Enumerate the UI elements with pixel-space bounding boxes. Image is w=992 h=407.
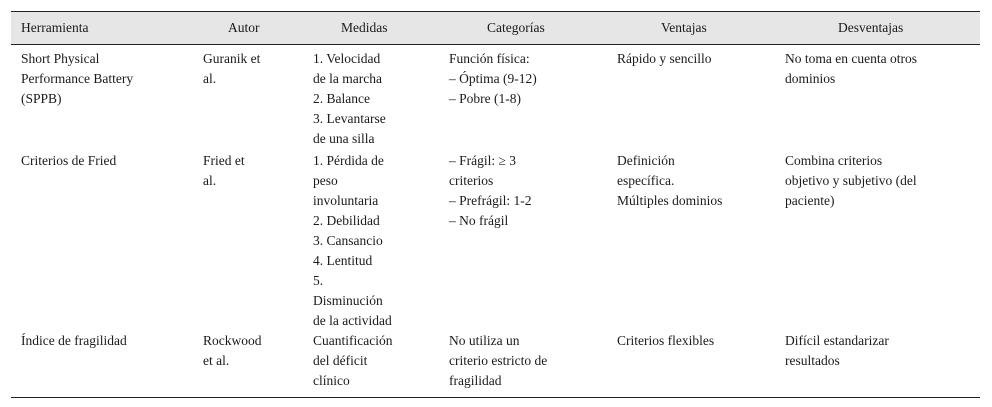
cell-line: peso (313, 173, 338, 188)
cell-line: criterios (449, 173, 494, 188)
cell-line: – Óptima (9-12) (449, 71, 537, 86)
table-row (11, 45, 980, 147)
cell-herramienta (21, 331, 201, 351)
cell-line: Guranik et (203, 51, 261, 66)
cell-line: específica. (617, 173, 675, 188)
header-ventajas: Ventajas (661, 20, 707, 35)
cell-line: involuntaria (313, 193, 379, 208)
comparison-table (11, 11, 980, 398)
cell-ventajas (617, 49, 777, 69)
table-row (11, 329, 980, 397)
cell-line: 3. Cansancio (313, 233, 383, 248)
cell-line: No toma en cuenta otros (785, 51, 917, 66)
cell-line: Rápido y sencillo (617, 51, 712, 66)
cell-categorias (449, 331, 609, 391)
cell-line: 3. Levantarse (313, 111, 386, 126)
cell-line: Difícil estandarizar (785, 333, 889, 348)
cell-line: – No frágil (449, 213, 509, 228)
cell-line: (SPPB) (21, 91, 62, 106)
cell-line: fragilidad (449, 373, 502, 388)
cell-desventajas (785, 151, 975, 211)
cell-line: Short Physical (21, 51, 100, 66)
cell-line: Performance Battery (21, 71, 134, 86)
cell-line: 1. Velocidad (313, 51, 381, 66)
cell-medidas (313, 331, 443, 391)
cell-line: Índice de fragilidad (21, 333, 127, 348)
cell-medidas (313, 151, 443, 331)
cell-line: Rockwood (203, 333, 262, 348)
cell-herramienta (21, 151, 201, 171)
cell-autor (203, 151, 308, 191)
cell-line: 4. Lentitud (313, 253, 373, 268)
cell-categorias (449, 151, 609, 231)
cell-ventajas (617, 331, 777, 351)
cell-line: 5. (313, 273, 324, 288)
cell-line: 1. Pérdida de (313, 153, 384, 168)
header-autor: Autor (228, 20, 260, 35)
cell-line: objetivo y subjetivo (del (785, 173, 917, 188)
cell-line: clínico (313, 373, 350, 388)
cell-line: de la actividad (313, 313, 392, 328)
cell-line: – Frágil: ≥ 3 (449, 153, 517, 168)
cell-line: Disminución (313, 293, 383, 308)
header-categorias: Categorías (487, 20, 545, 35)
cell-line: de la marcha (313, 71, 382, 86)
cell-line: 2. Balance (313, 91, 370, 106)
cell-line: Combina criterios (785, 153, 883, 168)
cell-line: – Prefrágil: 1-2 (449, 193, 532, 208)
table-body (11, 45, 980, 397)
cell-line: al. (203, 173, 217, 188)
cell-desventajas (785, 331, 975, 371)
cell-line: criterio estricto de (449, 353, 548, 368)
cell-line: Fried et (203, 153, 245, 168)
cell-line: Múltiples dominios (617, 193, 723, 208)
cell-line: Función física: (449, 51, 530, 66)
cell-line: 2. Debilidad (313, 213, 380, 228)
cell-line: dominios (785, 71, 836, 86)
cell-line: al. (203, 71, 217, 86)
header-herramienta: Herramienta (21, 20, 89, 35)
header-medidas: Medidas (341, 20, 388, 35)
table-header (11, 12, 980, 45)
cell-categorias (449, 49, 609, 109)
cell-herramienta (21, 49, 201, 109)
cell-line: de una silla (313, 131, 375, 146)
cell-line: Criterios de Fried (21, 153, 117, 168)
cell-line: del déficit (313, 353, 368, 368)
cell-line: Criterios flexibles (617, 333, 715, 348)
table-row (11, 147, 980, 329)
cell-line: et al. (203, 353, 230, 368)
cell-line: No utiliza un (449, 333, 520, 348)
cell-desventajas (785, 49, 975, 89)
cell-line: – Pobre (1-8) (449, 91, 521, 106)
cell-line: Definición (617, 153, 675, 168)
cell-autor (203, 49, 308, 89)
cell-ventajas (617, 151, 777, 211)
cell-line: Cuantificación (313, 333, 393, 348)
cell-line: paciente) (785, 193, 835, 208)
header-desventajas: Desventajas (838, 20, 904, 35)
cell-line: resultados (785, 353, 840, 368)
cell-medidas (313, 49, 443, 149)
cell-autor (203, 331, 308, 371)
